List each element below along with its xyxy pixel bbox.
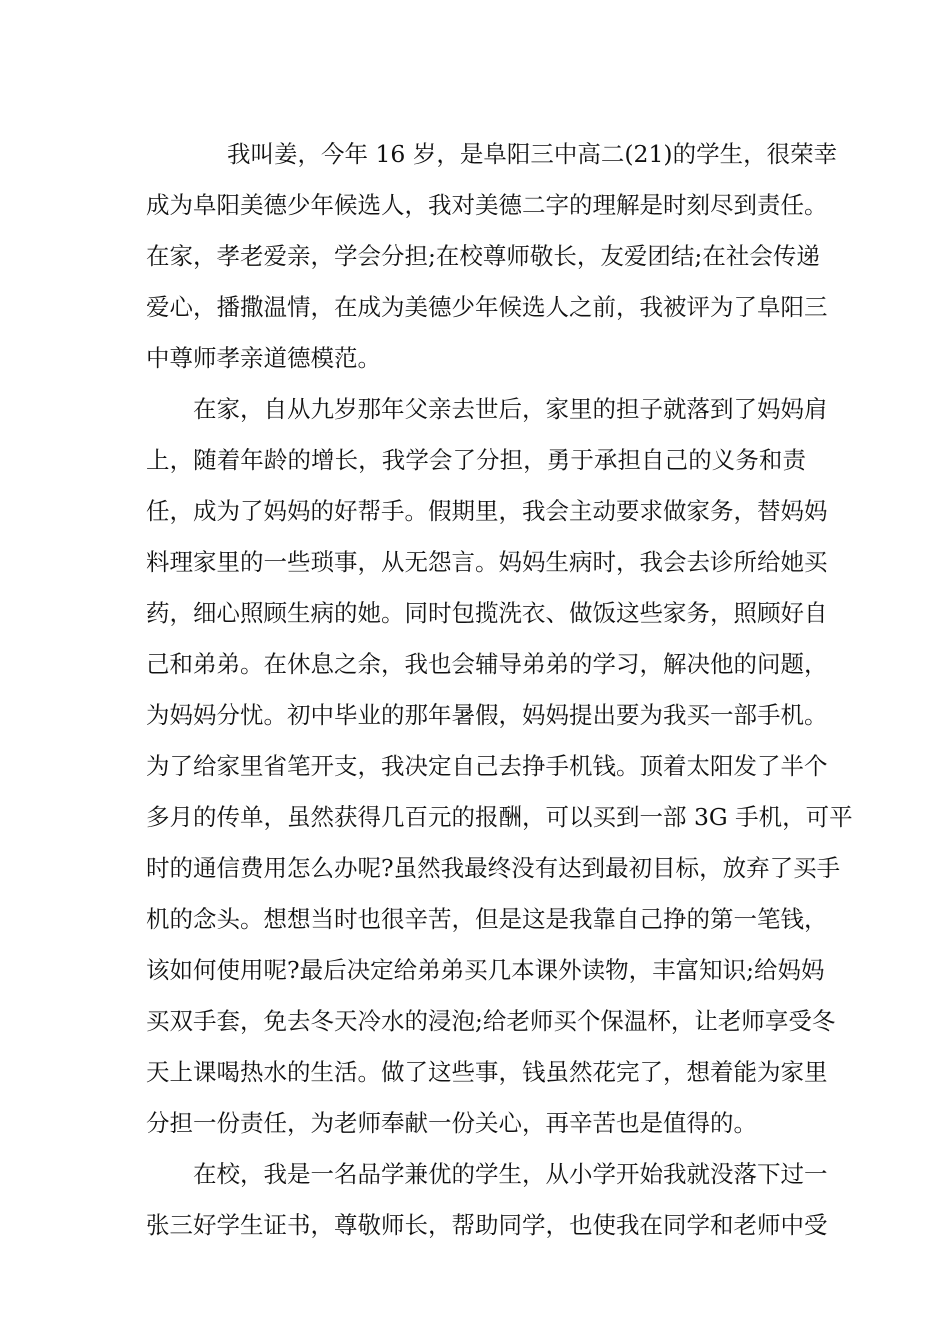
paragraph-2-line-2: 上，随着年龄的增长，我学会了分担，勇于承担自己的义务和责 bbox=[146, 446, 806, 474]
paragraph-2-line-12: 该如何使用呢?最后决定给弟弟买几本课外读物，丰富知识;给妈妈 bbox=[146, 956, 825, 984]
paragraph-2-line-4: 料理家里的一些琐事，从无怨言。妈妈生病时，我会去诊所给她买 bbox=[146, 548, 828, 576]
paragraph-1-line-3: 在家，孝老爱亲，学会分担;在校尊师敬长，友爱团结;在社会传递 bbox=[146, 242, 820, 270]
paragraph-2-line-9: 多月的传单，虽然获得几百元的报酬，可以买到一部 3G 手机，可平 bbox=[146, 803, 853, 831]
paragraph-2-line-7: 为妈妈分忧。初中毕业的那年暑假，妈妈提出要为我买一部手机。 bbox=[146, 701, 828, 729]
paragraph-2-line-6: 己和弟弟。在休息之余，我也会辅导弟弟的学习，解决他的问题， bbox=[146, 650, 828, 678]
paragraph-1-line-1: 我叫姜，今年 16 岁，是阜阳三中高二(21)的学生，很荣幸 bbox=[227, 140, 838, 168]
paragraph-2-line-11: 机的念头。想想当时也很辛苦，但是这是我靠自己挣的第一笔钱， bbox=[146, 905, 828, 933]
paragraph-1-line-5: 中尊师孝亲道德模范。 bbox=[146, 344, 381, 372]
paragraph-2-line-15: 分担一份责任，为老师奉献一份关心，再辛苦也是值得的。 bbox=[146, 1109, 757, 1137]
paragraph-2-line-14: 天上课喝热水的生活。做了这些事，钱虽然花完了，想着能为家里 bbox=[146, 1058, 828, 1086]
paragraph-3-line-1: 在校，我是一名品学兼优的学生，从小学开始我就没落下过一 bbox=[193, 1160, 828, 1188]
paragraph-2-line-5: 药，细心照顾生病的她。同时包揽洗衣、做饭这些家务，照顾好自 bbox=[146, 599, 828, 627]
paragraph-1-line-2: 成为阜阳美德少年候选人，我对美德二字的理解是时刻尽到责任。 bbox=[146, 191, 828, 219]
paragraph-2-line-13: 买双手套，免去冬天冷水的浸泡;给老师买个保温杯，让老师享受冬 bbox=[146, 1007, 836, 1035]
paragraph-3-line-2: 张三好学生证书，尊敬师长，帮助同学，也使我在同学和老师中受 bbox=[146, 1211, 828, 1239]
paragraph-1-line-4: 爱心，播撒温情，在成为美德少年候选人之前，我被评为了阜阳三 bbox=[146, 293, 828, 321]
paragraph-2-line-8: 为了给家里省笔开支，我决定自己去挣手机钱。顶着太阳发了半个 bbox=[146, 752, 828, 780]
paragraph-2-line-3: 任，成为了妈妈的好帮手。假期里，我会主动要求做家务，替妈妈 bbox=[146, 497, 828, 525]
paragraph-2-line-10: 时的通信费用怎么办呢?虽然我最终没有达到最初目标，放弃了买手 bbox=[146, 854, 841, 882]
body-text bbox=[146, 136, 853, 1258]
paragraph-2-line-1: 在家，自从九岁那年父亲去世后，家里的担子就落到了妈妈肩 bbox=[193, 395, 828, 423]
